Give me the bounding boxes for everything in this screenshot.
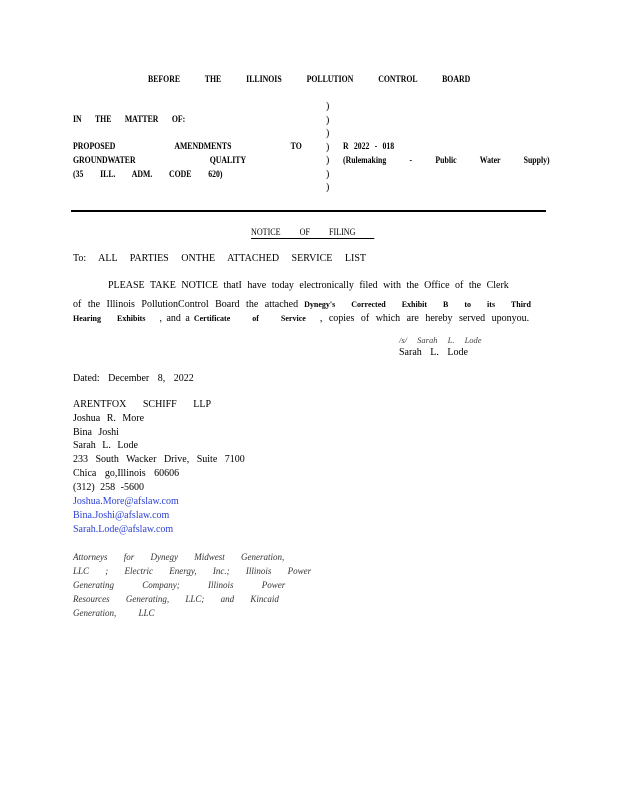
address-line-2: Chica go,Illinois 60606 [73, 468, 180, 479]
to-line: To: ALL PARTIES ONTHE ATTACHED SERVICE LIST [73, 253, 367, 264]
body-line-3-conj: , and a [159, 313, 190, 324]
attorney-name: Bina Joshi [73, 427, 119, 438]
paren: ) [326, 128, 330, 139]
paren: ) [326, 141, 330, 153]
attorneys-for-block [73, 550, 311, 620]
matter-label: IN THE MATTER OF: [73, 115, 186, 125]
paren: ) [326, 168, 330, 180]
attorneys-for-line: Resources Generating, LLC; and Kincaid [73, 594, 279, 604]
email-link-more[interactable]: Joshua.More@afslaw.com [73, 496, 179, 507]
firm-name: ARENTFOX SCHIFF LLP [73, 399, 212, 410]
case-type: (Rulemaking - Public Water Supply) [343, 156, 550, 166]
address-line-1: 233 South Wacker Drive, Suite 7100 [73, 454, 245, 465]
email-link-joshi[interactable]: Bina.Joshi@afslaw.com [73, 510, 170, 521]
attorney-name: Sarah L. Lode [73, 440, 138, 451]
board-title: BEFORE THE ILLINOIS POLLUTION CONTROL BOARD [148, 75, 471, 85]
dated-line: Dated: December 8, 2022 [73, 373, 194, 384]
attorneys-for-line: Generating Company; Illinois Power [73, 580, 286, 590]
attorneys-for-line: Attorneys for Dynegy Midwest Generation, [73, 552, 285, 562]
body-line-2-text: of the Illinois PollutionControl Board the attached [73, 299, 299, 310]
proposed-line-3: (35 ILL. ADM. CODE 620) [73, 170, 223, 180]
email-link-lode[interactable]: Sarah.Lode@afslaw.com [73, 524, 174, 535]
paren: ) [326, 182, 330, 193]
body-line-3-end: , copies of which are hereby served uponyou. [319, 313, 530, 324]
electronic-signature: /s/ Sarah L. Lode [399, 335, 482, 345]
signer-name: Sarah L. Lode [399, 347, 468, 358]
attorney-name: Joshua R. More [73, 413, 145, 424]
caption-divider [71, 210, 546, 212]
paren: ) [326, 155, 330, 166]
caption-parens [326, 100, 329, 195]
paren: ) [326, 101, 330, 112]
phone-number: (312) 258 -5600 [73, 482, 144, 493]
paren: ) [326, 114, 330, 126]
notice-title: NOTICE OF FILING [251, 228, 374, 239]
attorneys-for-line: Generation, LLC [73, 608, 155, 618]
attorneys-for-line: LLC ; Electric Energy, Inc.; Illinois Power [73, 566, 312, 576]
exhibit-reference: Dynegy's Corrected Exhibit B to its Third [304, 300, 531, 309]
certificate-of-service: Certificate of Service [193, 314, 306, 323]
proposed-line-1: PROPOSED AMENDMENTS TO [73, 142, 302, 152]
body-line-3 [73, 308, 529, 326]
proposed-line-2: GROUNDWATER QUALITY [73, 156, 247, 166]
hearing-exhibits: Hearing Exhibits [73, 314, 146, 323]
body-line-1: PLEASE TAKE NOTICE thatI have today electronically filed with the Office of the Clerk [108, 280, 509, 291]
case-number: R 2022 - 018 [343, 142, 395, 152]
